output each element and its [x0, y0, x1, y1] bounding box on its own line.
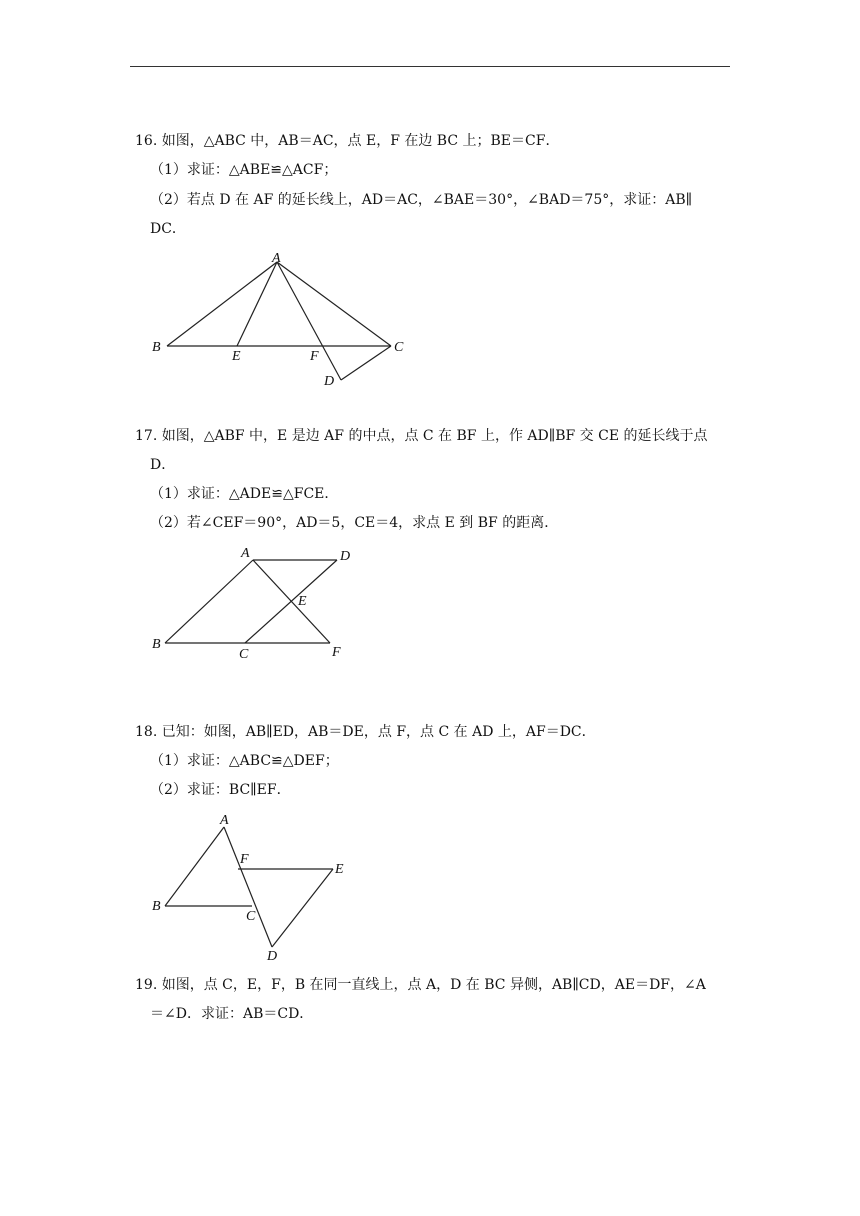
problem-19-text-2: ＝∠D．求证：AB＝CD．	[150, 1006, 314, 1022]
fig17-label-e: E	[298, 594, 307, 609]
fig16-segment-ab	[167, 262, 277, 346]
fig16-segment-dc	[341, 346, 391, 380]
fig18-segment-ab	[165, 827, 224, 906]
problem-18-text-1: 已知：如图，AB∥ED，AB＝DE，点 F，点 C 在 AD 上，AF＝DC．	[161, 724, 596, 740]
fig18-label-a: A	[220, 813, 229, 828]
fig17-label-d: D	[340, 549, 351, 564]
fig17-label-b: B	[152, 637, 161, 652]
fig17-segment-ab	[165, 560, 253, 643]
fig16-segment-ae	[237, 262, 277, 346]
fig17-segment-dc	[245, 560, 337, 643]
problem-16-part-2: （2）若点 D 在 AF 的延长线上，AD＝AC，∠BAE＝30°，∠BAD＝75°，求证：AB∥	[150, 192, 693, 208]
fig18-segment-ed	[272, 869, 333, 947]
problem-18-part-1: （1）求证：△ABC≌△DEF；	[150, 753, 339, 769]
fig18-label-e: E	[335, 862, 344, 877]
fig16-label-c: C	[394, 340, 404, 355]
fig18-label-f: F	[240, 852, 249, 867]
fig16-label-e: E	[232, 349, 241, 364]
problem-16-number: 16.	[135, 133, 158, 149]
fig16-label-b: B	[152, 340, 161, 355]
problem-16-part-1: （1）求证：△ABE≌△ACF；	[150, 162, 338, 178]
problem-18-part-2: （2）求证：BC∥EF．	[150, 782, 291, 798]
problem-17-line-1	[135, 426, 708, 446]
problem-16-part-2-cont: DC．	[150, 221, 186, 237]
problem-19-line-1	[135, 975, 706, 995]
problem-17-part-2: （2）若∠CEF＝90°，AD＝5，CE＝4，求点 E 到 BF 的距离．	[150, 515, 559, 531]
figure-18	[145, 810, 360, 964]
problem-18-line-1	[135, 722, 596, 742]
fig16-label-f: F	[310, 349, 319, 364]
fig17-label-f: F	[332, 645, 341, 660]
fig16-segment-ad	[277, 262, 341, 380]
fig17-label-a: A	[241, 546, 250, 561]
fig18-label-d: D	[267, 949, 278, 964]
problem-19-text-1: 如图，点 C，E，F，B 在同一直线上，点 A，D 在 BC 异侧，AB∥CD，AE＝DF，∠A	[161, 977, 706, 993]
problem-18-number: 18.	[135, 724, 158, 740]
fig18-segment-ad	[224, 827, 272, 947]
fig17-label-c: C	[239, 647, 249, 662]
problem-17-part-1: （1）求证：△ADE≌△FCE．	[150, 486, 339, 502]
fig18-label-c: C	[246, 909, 256, 924]
problem-19-number: 19.	[135, 977, 158, 993]
problem-16-text-1: 如图，△ABC 中，AB＝AC，点 E，F 在边 BC 上；BE＝CF．	[161, 133, 560, 149]
figure-16	[140, 245, 430, 395]
figure-17	[145, 540, 375, 665]
fig18-label-b: B	[152, 899, 161, 914]
fig16-label-a: A	[272, 251, 281, 266]
header-rule	[130, 66, 730, 67]
problem-17-number: 17.	[135, 428, 158, 444]
fig16-segment-ac	[277, 262, 391, 346]
problem-17-text-1: 如图，△ABF 中，E 是边 AF 的中点，点 C 在 BF 上，作 AD∥BF 交 CE 的延长线于点	[161, 428, 708, 444]
fig16-label-d: D	[324, 374, 335, 389]
problem-16-line-1	[135, 131, 559, 151]
problem-17-text-2: D．	[150, 457, 176, 473]
